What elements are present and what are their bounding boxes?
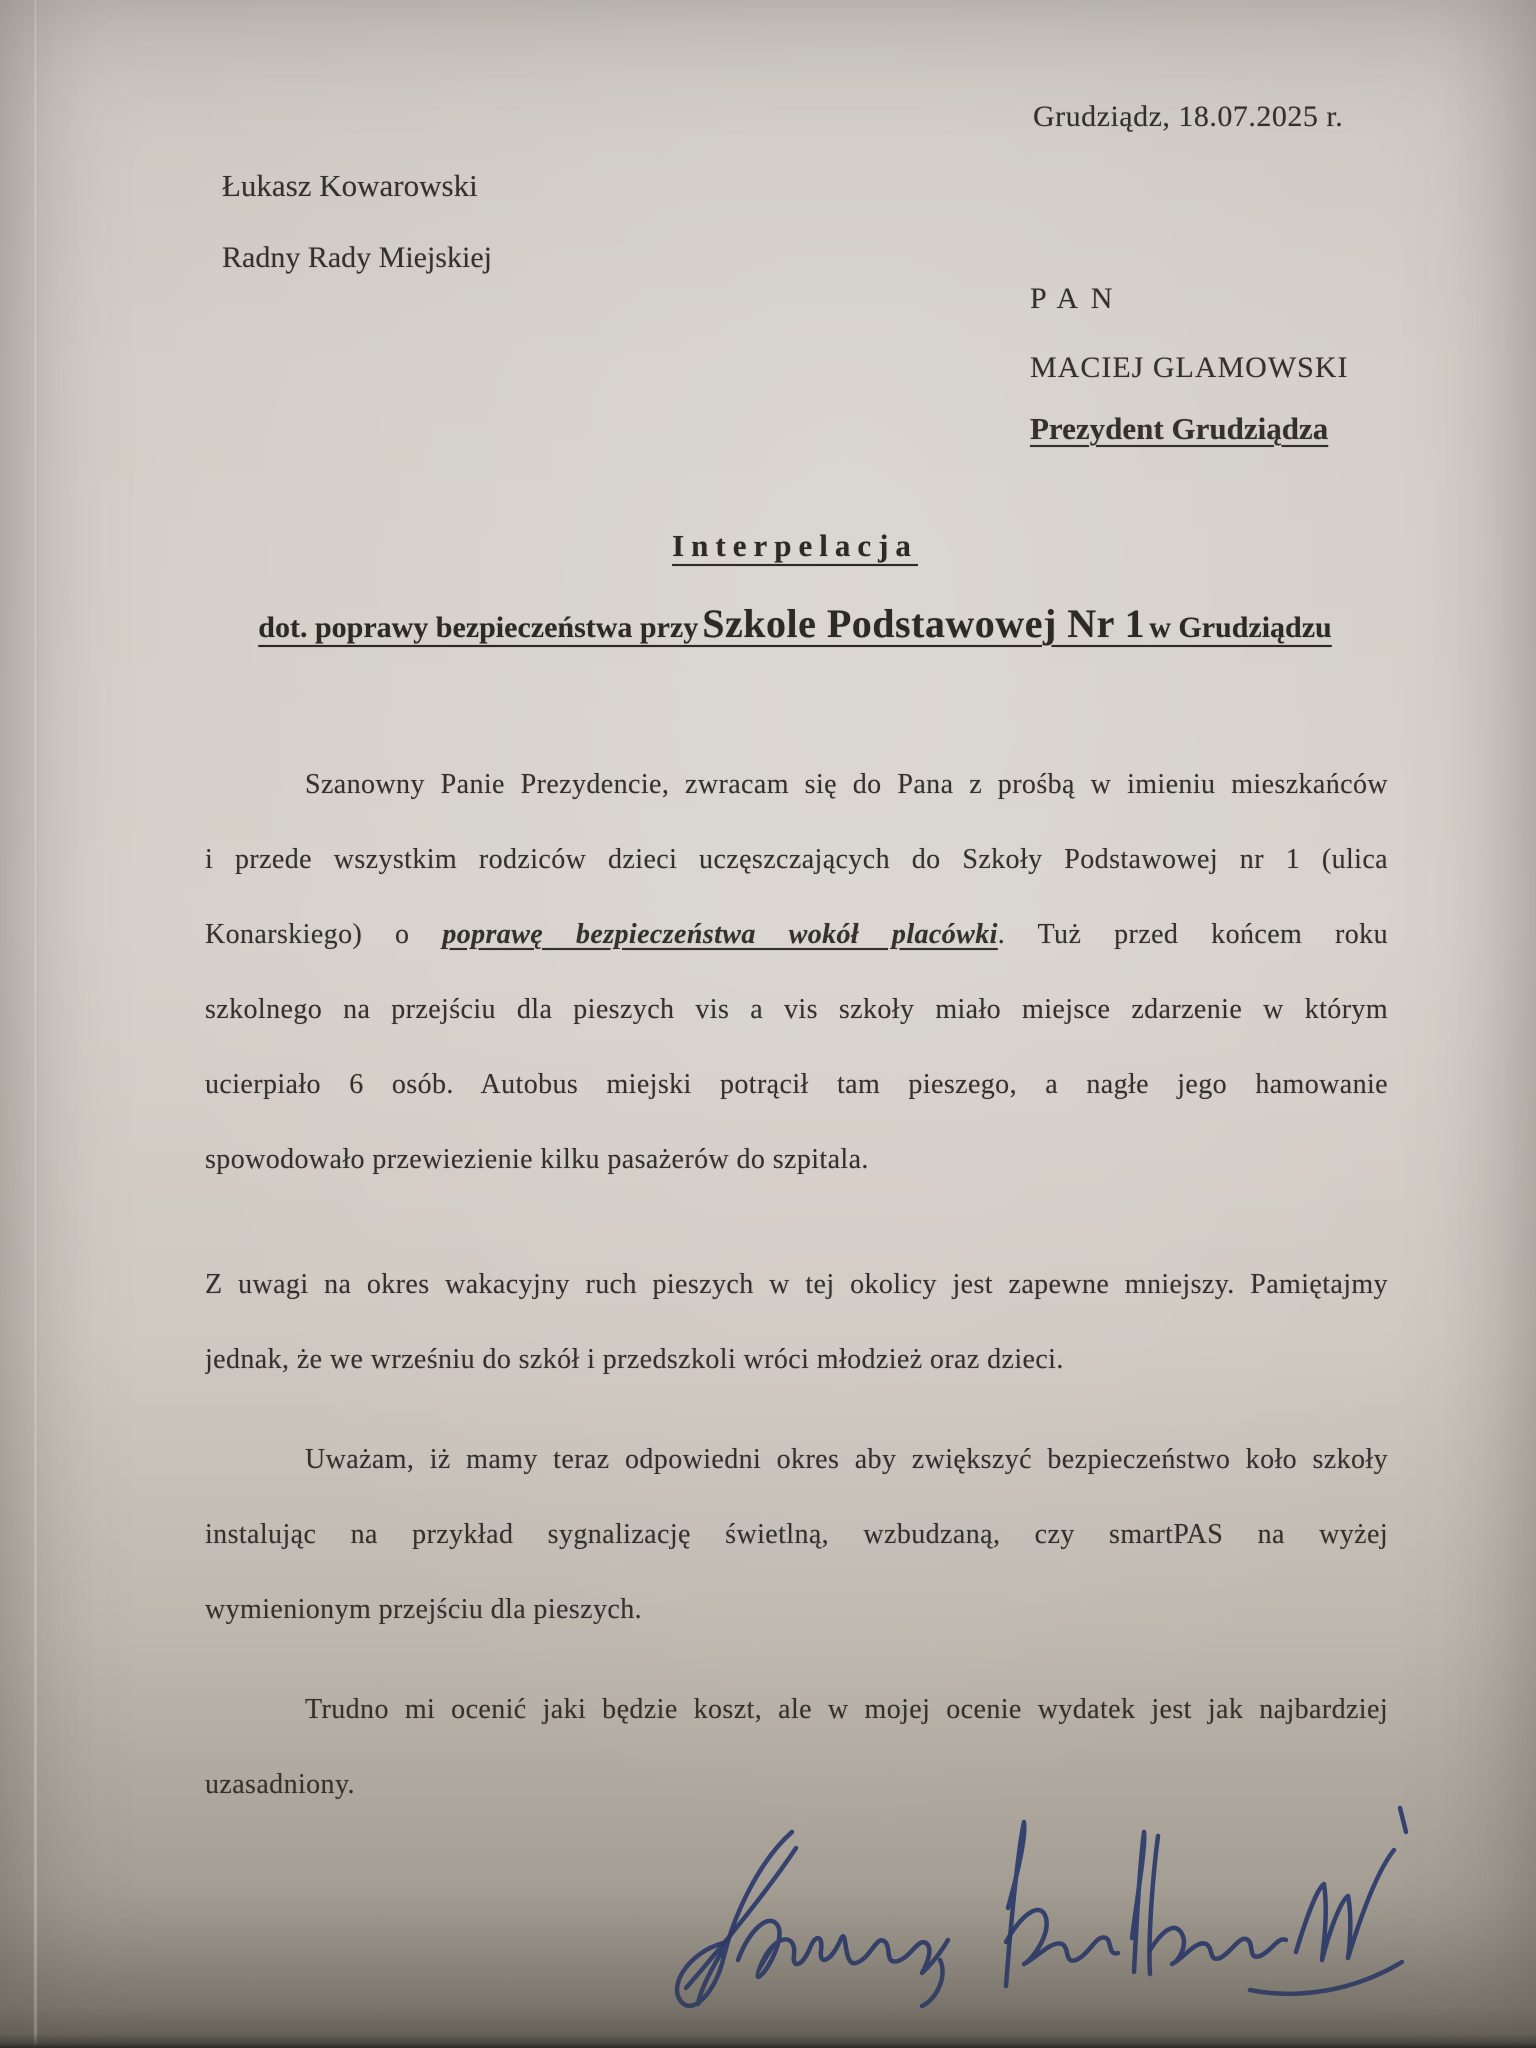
- document-title: Interpelacja: [672, 528, 918, 563]
- recipient-salutation: PAN: [1030, 282, 1126, 315]
- body-line: spowodowało przewiezienie kilku pasażerów do szpitala.: [205, 1144, 869, 1175]
- body-line: jednak, że we wrześniu do szkół i przedszkoli wróci młodzież oraz dzieci.: [205, 1344, 1064, 1375]
- body-line-segment: Konarskiego) o: [205, 919, 410, 950]
- table-edge-shadow: [0, 2034, 1536, 2048]
- recipient-name: MACIEJ GLAMOWSKI: [1030, 351, 1349, 384]
- body-line: i przede wszystkim rodziców dzieci uczęszczających do Szkoły Podstawowej nr 1 (ulica: [205, 844, 1388, 875]
- paragraph-1: [205, 747, 1388, 1197]
- recipient-block: [1030, 281, 1349, 448]
- subject-school: Szkole Podstawowej Nr 1: [702, 601, 1146, 646]
- body-line: Z uwagi na okres wakacyjny ruch pieszych w tej okolicy jest zapewne mniejszy. Pamiętajmy: [205, 1269, 1388, 1300]
- body-line: ucierpiało 6 osób. Autobus miejski potrącił tam pieszego, a nagłe jego hamowanie: [205, 1069, 1388, 1100]
- body-line-emphasis: poprawę bezpieczeństwa wokół placówki: [442, 919, 998, 950]
- body-line: [205, 897, 1388, 972]
- body-line: szkolnego na przejściu dla pieszych vis a vis szkoły miało miejsce zdarzenie w którym: [205, 994, 1388, 1025]
- body-line-segment: . Tuż przed końcem roku: [997, 919, 1388, 950]
- sender-role: Radny Rady Miejskiej: [222, 241, 492, 274]
- body-line: uzasadniony.: [205, 1769, 355, 1800]
- body-line: Trudno mi ocenić jaki będzie koszt, ale w mojej ocenie wydatek jest jak najbardziej: [305, 1694, 1388, 1725]
- paragraph-2: [205, 1247, 1388, 1397]
- body-line: Uważam, iż mamy teraz odpowiedni okres aby zwiększyć bezpieczeństwo koło szkoły: [305, 1444, 1388, 1475]
- date-line: Grudziądz, 18.07.2025 r.: [1033, 100, 1344, 133]
- sender-name: Łukasz Kowarowski: [222, 168, 478, 203]
- subject-prefix: dot. poprawy bezpieczeństwa przy: [258, 611, 699, 644]
- body-line: wymienionym przejściu dla pieszych.: [205, 1594, 642, 1625]
- subject-line: [175, 600, 1415, 647]
- paper-fold-line: [33, 0, 38, 2048]
- paragraph-3: [205, 1422, 1388, 1647]
- subject-suffix: w Grudziądzu: [1149, 611, 1332, 644]
- handwritten-signature: [640, 1790, 1430, 2025]
- body-line: Szanowny Panie Prezydencie, zwracam się do Pana z prośbą w imieniu mieszkańców: [305, 769, 1388, 800]
- body-line: instalując na przykład sygnalizację świetlną, wzbudzaną, czy smartPAS na wyżej: [205, 1519, 1388, 1550]
- recipient-title: Prezydent Grudziądza: [1030, 411, 1329, 446]
